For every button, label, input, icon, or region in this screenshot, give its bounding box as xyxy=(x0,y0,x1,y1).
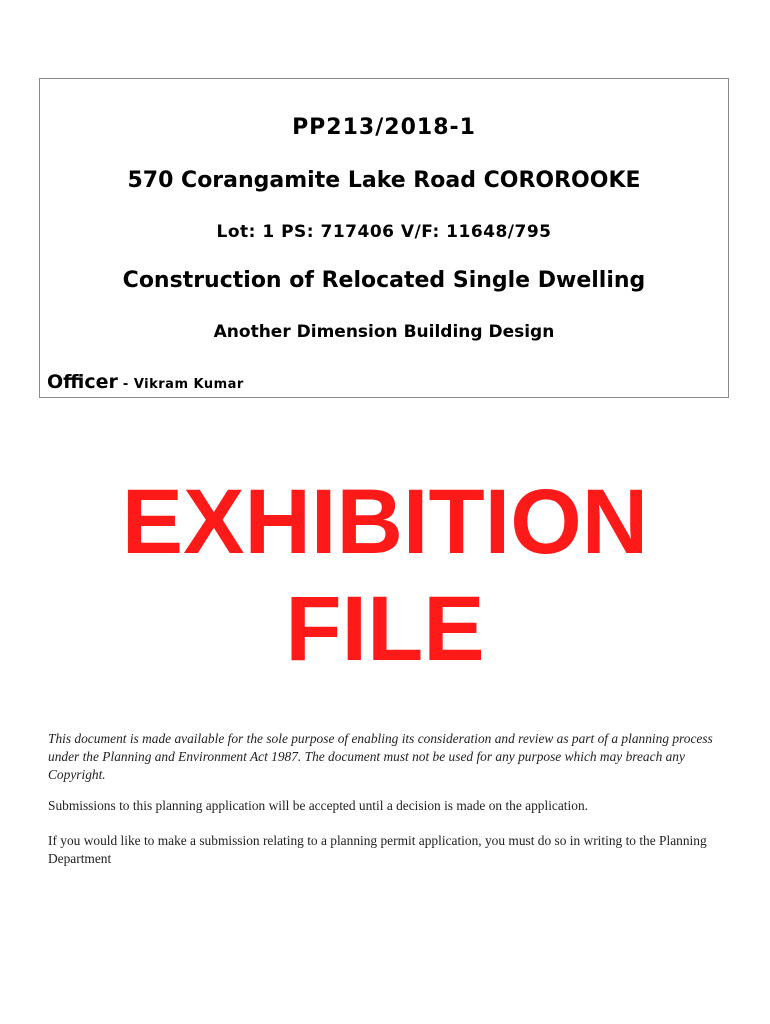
proposal-description: Construction of Relocated Single Dwelling xyxy=(122,268,646,293)
officer-name: - Vikram Kumar xyxy=(117,377,244,392)
lot-details: Lot: 1 PS: 717406 V/F: 11648/795 xyxy=(216,222,552,242)
reference-number: PP213/2018-1 xyxy=(292,115,476,140)
copyright-notice: This document is made available for the sole purpose of enabling its consideration and review as part of a planning process under the Planning and Environment Act 1987. The document must not be used for any purpose which may breach any Copyright. xyxy=(48,731,713,782)
officer-line xyxy=(47,371,244,393)
application-info-box xyxy=(39,78,729,398)
applicant-name: Another Dimension Building Design xyxy=(213,322,555,342)
written-submission-notice: If you would like to make a submission relating to a planning permit application, you must do so in writing to the Planning Department xyxy=(48,833,707,866)
officer-label: Officer xyxy=(47,371,118,393)
submissions-notice: Submissions to this planning application will be accepted until a decision is made on the application. xyxy=(48,798,588,813)
exhibition-heading: EXHIBITION xyxy=(121,471,649,573)
property-address: 570 Corangamite Lake Road COROROOKE xyxy=(127,168,641,193)
file-heading: FILE xyxy=(285,578,485,680)
